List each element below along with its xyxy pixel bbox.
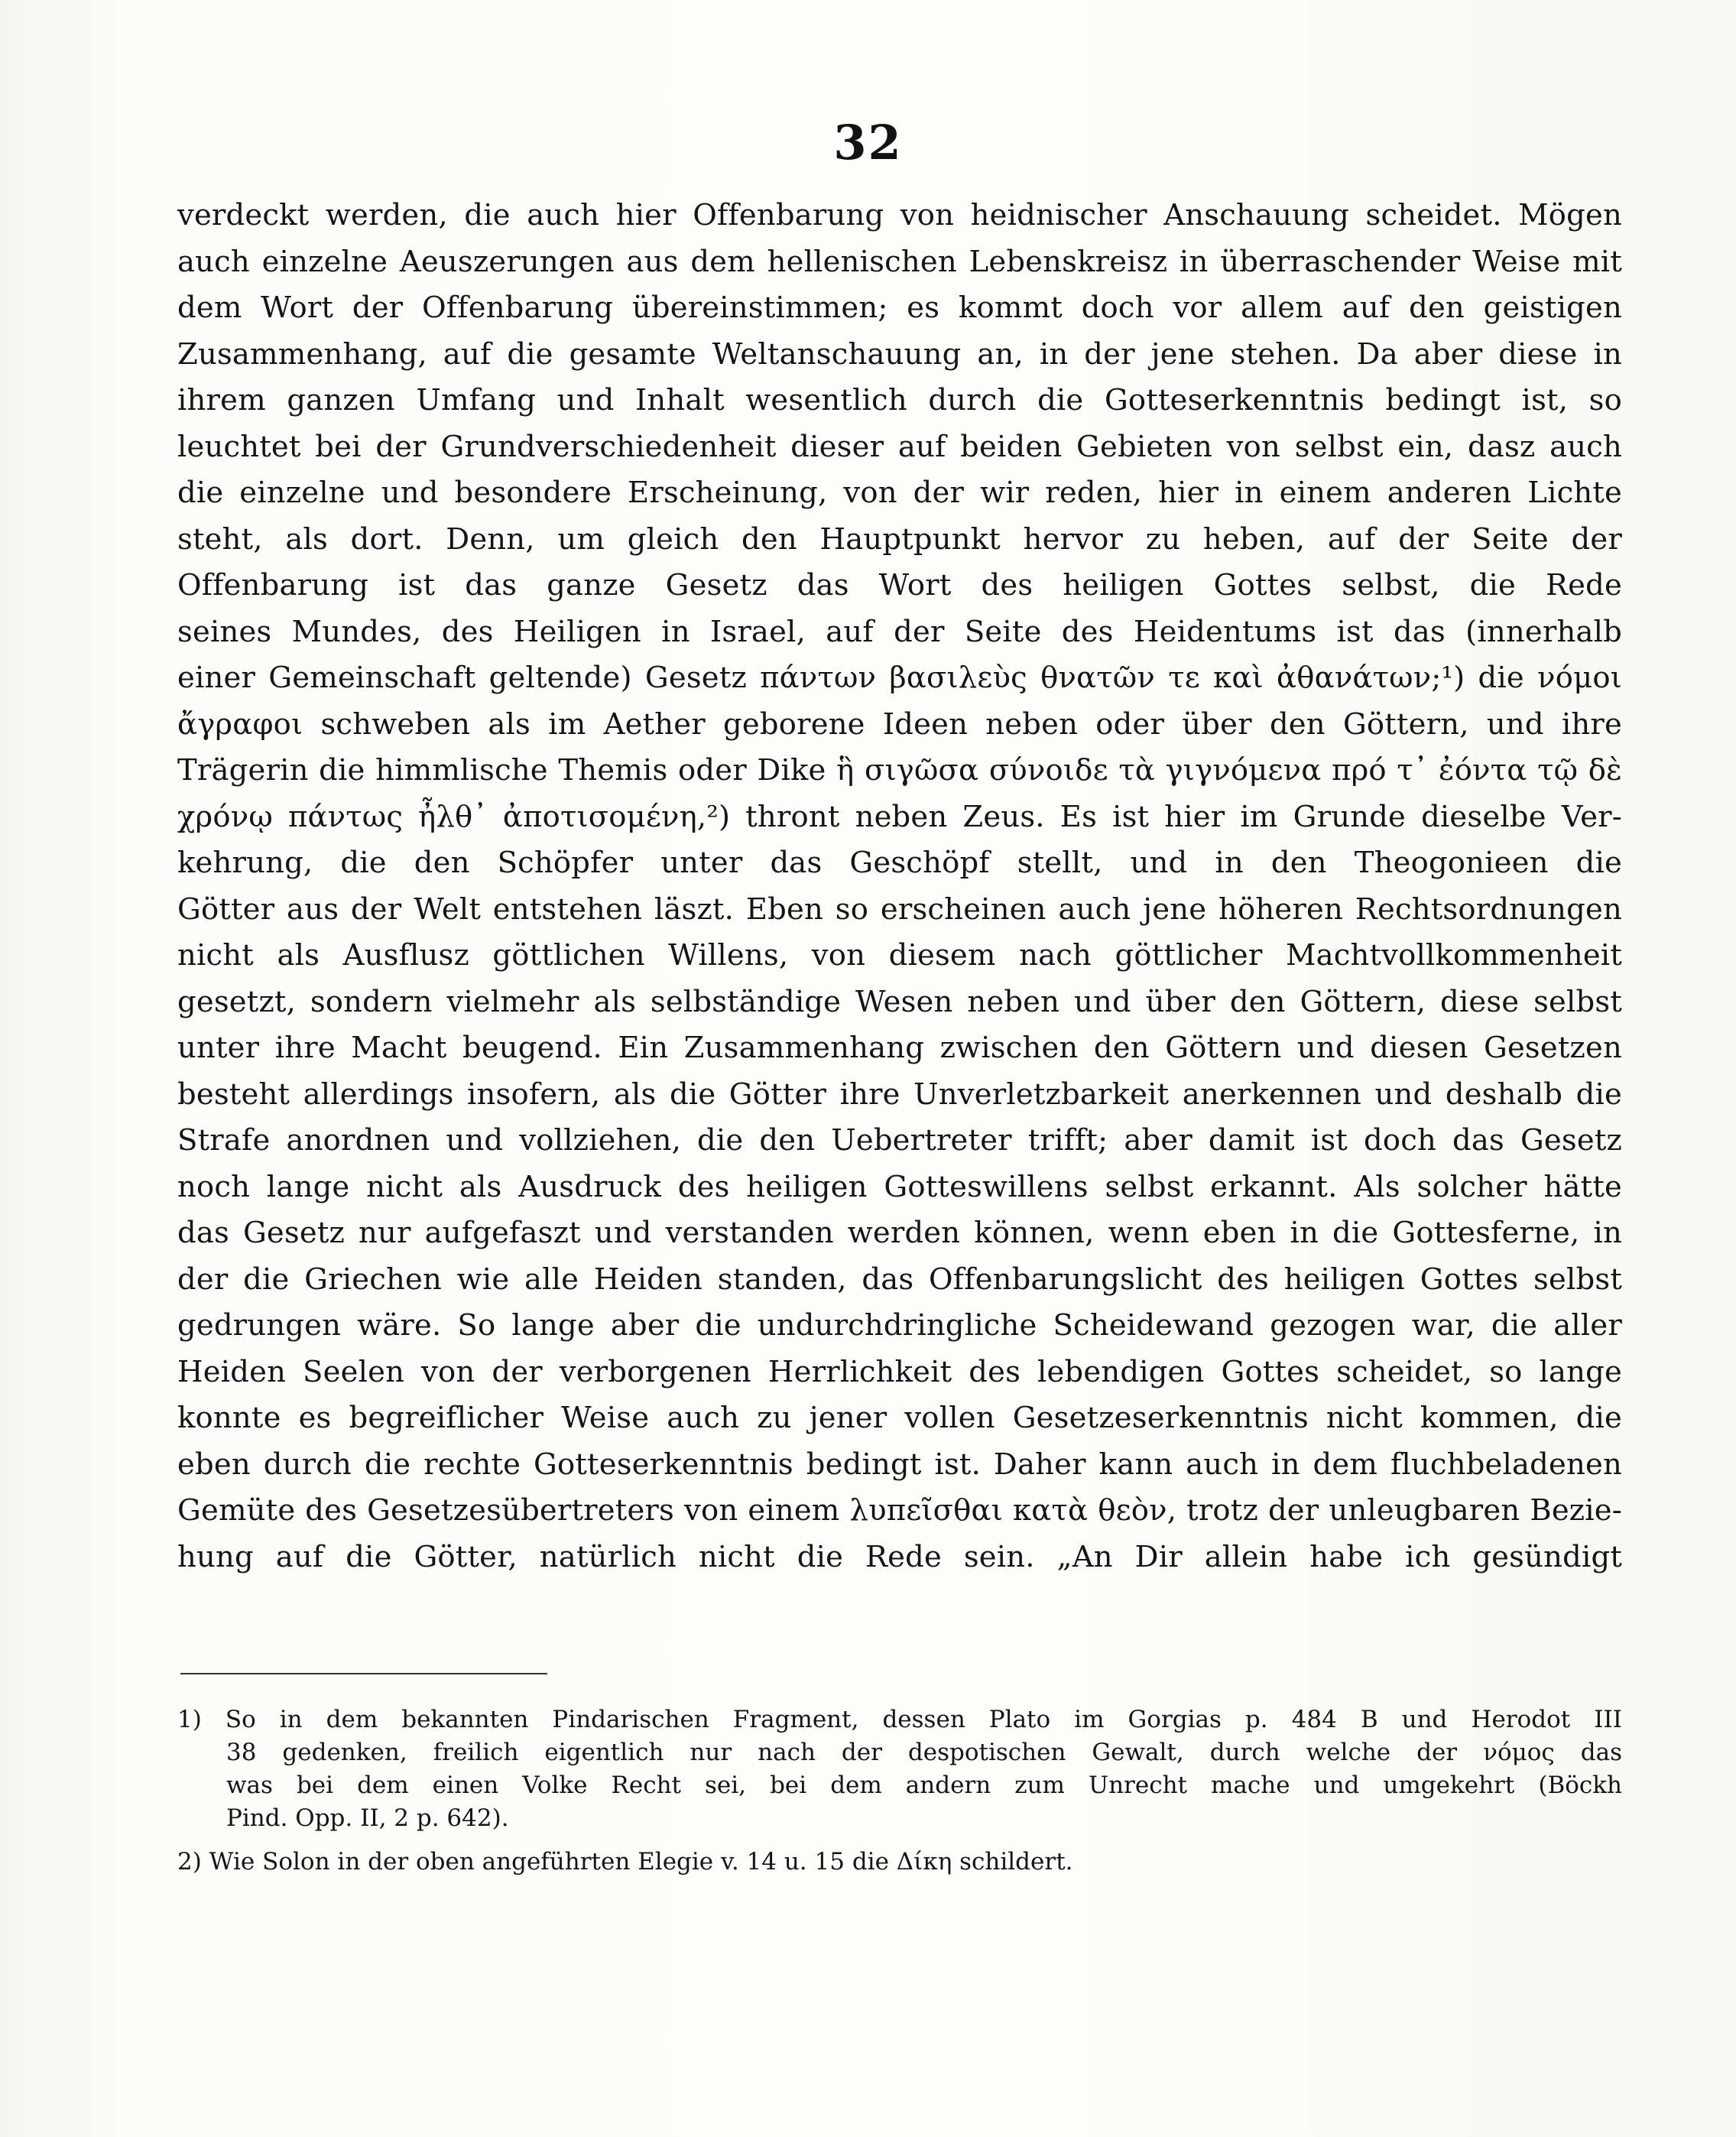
body-line: Trägerin die himmlische Themis oder Dike ἣ σιγῶσα σύνοιδε τὰ γιγνόμενα πρό τ᾽ ἐόντα τῷ δὲ (177, 753, 1622, 788)
body-line: steht, als dort. Denn, um gleich den Hauptpunkt hervor zu heben, auf der Seite der (177, 521, 1622, 557)
body-line: verdeckt werden, die auch hier Offenbarung von heidnischer Anschauung scheidet. Mögen (177, 198, 1622, 232)
footnote-1-line: Pind. Opp. II, 2 p. 642). (226, 1804, 509, 1832)
body-text (177, 193, 1622, 1580)
body-line: unter ihre Macht beugend. Ein Zusammenhang zwischen den Göttern und diesen Gesetzen (177, 1031, 1622, 1065)
body-line: noch lange nicht als Ausdruck des heiligen Gotteswillens selbst erkannt. Als solcher hätte (177, 1169, 1622, 1204)
body-line: leuchtet bei der Grundverschiedenheit dieser auf beiden Gebieten von selbst ein, dasz auch (177, 429, 1622, 464)
page-number: 32 (833, 115, 903, 171)
body-line: χρόνῳ πάντως ἦλθ᾽ ἀποτισομένη,²) thront neben Zeus. Es ist hier im Grunde dieselbe Ver- (177, 799, 1622, 834)
body-line: Götter aus der Welt entstehen läszt. Eben so erscheinen auch jene höheren Rechtsordnungen (177, 891, 1622, 927)
body-line: gedrungen wäre. So lange aber die undurchdringliche Scheidewand gezogen war, die aller (177, 1308, 1622, 1343)
body-line: hung auf die Götter, natürlich nicht die Rede sein. „An Dir allein habe ich gesündigt (177, 1539, 1622, 1574)
body-line: konnte es begreiflicher Weise auch zu jener vollen Gesetzeserkenntnis nicht kommen, die (177, 1401, 1622, 1435)
body-line: Strafe anordnen und vollziehen, die den Uebertreter trifft; aber damit ist doch das Gesetz (177, 1123, 1622, 1158)
footnote-2-line: 2) Wie Solon in der oben angeführten Elegie v. 14 u. 15 die Δίκη schildert. (177, 1848, 1073, 1876)
footnote-1-line: 38 gedenken, freilich eigentlich nur nach der despotischen Gewalt, durch welche der νόμος das (226, 1739, 1622, 1766)
body-line: ihrem ganzen Umfang und Inhalt wesentlich durch die Gotteserkenntnis bedingt ist, so (177, 383, 1622, 417)
body-line: eben durch die rechte Gotteserkenntnis bedingt ist. Daher kann auch in dem fluchbeladenen (177, 1447, 1622, 1482)
body-line: Offenbarung ist das ganze Gesetz das Wort des heiligen Gottes selbst, die Rede (177, 568, 1622, 602)
body-line: die einzelne und besondere Erscheinung, von der wir reden, hier in einem anderen Lichte (177, 476, 1622, 510)
footnote-divider (180, 1673, 547, 1674)
body-line: auch einzelne Aeuszerungen aus dem hellenischen Lebenskreisz in überraschender Weise mit (177, 244, 1622, 279)
body-line: besteht allerdings insofern, als die Götter ihre Unverletzbarkeit anerkennen und deshalb die (177, 1077, 1622, 1112)
footnote-1-line: was bei dem einen Volke Recht sei, bei dem andern zum Unrecht mache und umgekehrt (Böckh (226, 1772, 1622, 1799)
body-line: einer Gemeinschaft geltende) Gesetz πάντων βασιλεὺς θνατῶν τε καὶ ἀθανάτων;¹) die νόμοι (177, 661, 1622, 695)
footnotes (177, 1703, 1622, 1879)
body-line: seines Mundes, des Heiligen in Israel, auf der Seite des Heidentums ist das (innerhalb (177, 614, 1622, 649)
body-line: dem Wort der Offenbarung übereinstimmen; es kommt doch vor allem auf den geistigen (177, 291, 1622, 325)
body-line: gesetzt, sondern vielmehr als selbständige Wesen neben und über den Göttern, diese selbst (177, 984, 1622, 1019)
body-line: nicht als Ausflusz göttlichen Willens, von diesem nach göttlicher Machtvollkommenheit (177, 938, 1622, 973)
body-line: ἄγραφοι schweben als im Aether geborene Ideen neben oder über den Göttern, und ihre (177, 706, 1622, 742)
body-line: Zusammenhang, auf die gesamte Weltanschauung an, in der jene stehen. Da aber diese in (177, 336, 1622, 372)
body-line: Gemüte des Gesetzesübertreters von einem λυπεῖσθαι κατὰ θεὸν, trotz der unleugbaren Bezie- (177, 1493, 1622, 1528)
body-line: kehrung, die den Schöpfer unter das Geschöpf stellt, und in den Theogonieen die (177, 846, 1622, 880)
body-line: der die Griechen wie alle Heiden standen, das Offenbarungslicht des heiligen Gottes selbst (177, 1262, 1622, 1297)
body-line: Heiden Seelen von der verborgenen Herrlichkeit des lebendigen Gottes scheidet, so lange (177, 1354, 1622, 1389)
body-line: das Gesetz nur aufgefaszt und verstanden werden können, wenn eben in die Gottesferne, in (177, 1216, 1622, 1250)
footnote-1-line: 1) So in dem bekannten Pindarischen Fragment, dessen Plato im Gorgias p. 484 B und Herodot III (177, 1706, 1622, 1733)
